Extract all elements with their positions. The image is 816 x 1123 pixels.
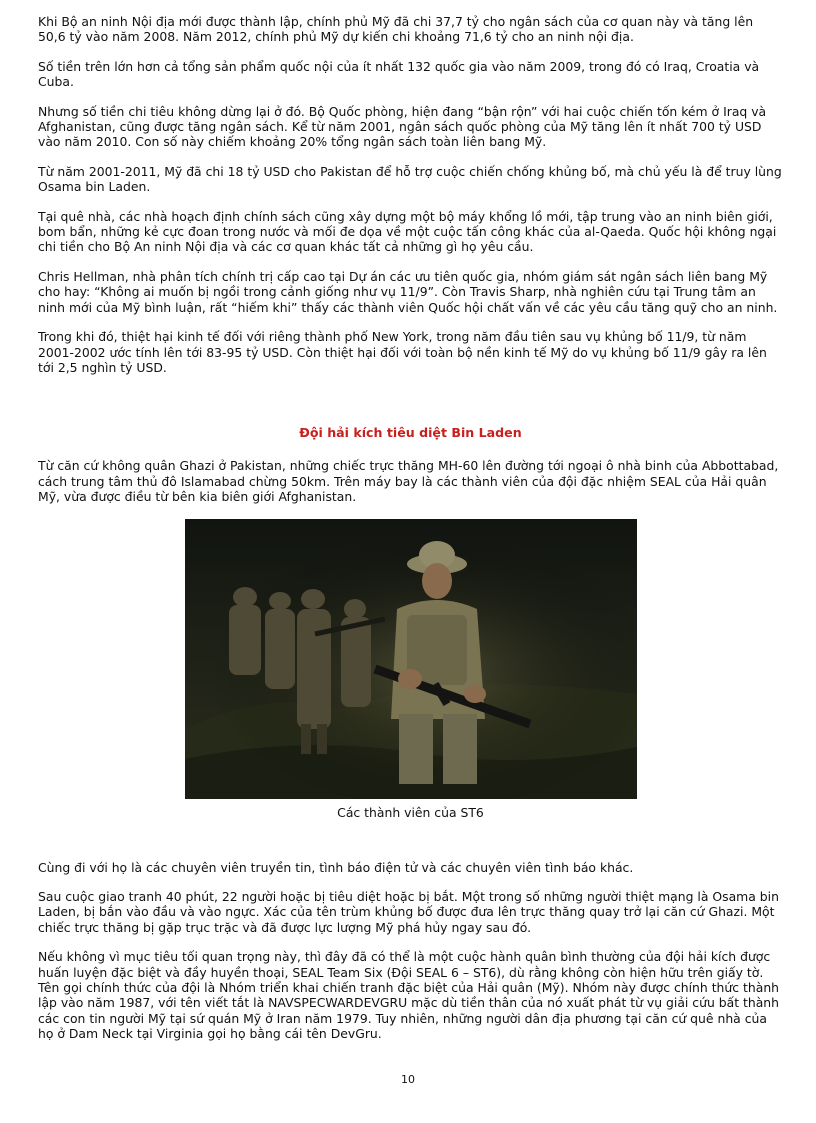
soldiers-photo <box>185 519 637 799</box>
paragraph: Chris Hellman, nhà phân tích chính trị cấp cao tại Dự án các ưu tiên quốc gia, nhóm giám sát ngân sách liên bang Mỹ cho hay: “Không ai muốn bị ngồi trong cảnh giống như vụ 11/9”. Còn Travis Sharp, nhà nghiên cứu tại Trung tâm an ninh mới của Mỹ bình luận, rất “hiếm khi” thấy các thành viên Quốc hội chất vấn về các yêu cầu tăng quỹ cho an ninh. <box>38 268 778 315</box>
paragraph: Nếu không vì mục tiêu tối quan trọng này, thì đây đã có thể là một cuộc hành quân bình thường của đội hải kích được huấn luyện đặc biệt và đầy huyền thoại, SEAL Team Six (Đội SEAL 6 – ST6), dù rằng không còn hiện hữu trên giấy tờ. Tên gọi chính thức của đội là Nhóm triển khai chiến tranh đặc biệt của Hải quân (Mỹ). Nhóm này được chính thức thành lập vào năm 1987, với tên viết tắt là NAVSPECWARDEVGRU mặc dù tiền thân của nó xuất phát từ vụ giải cứu bất thành các con tin người Mỹ tại sứ quán Mỹ ở Iran năm 1979. Tuy nhiên, những người dân địa phương tại căn cứ quê nhà của họ ở Dam Neck tại Virginia gọi họ bằng cái tên DevGru. <box>38 949 780 1042</box>
figure-caption: Các thành viên của ST6 <box>337 804 484 820</box>
page-number: 10 <box>401 1073 415 1086</box>
paragraph: Trong khi đó, thiệt hại kinh tế đối với riêng thành phố New York, trong năm đầu tiên sau vụ khủng bố 11/9, từ năm 2001-2002 ước tính lên tới 83-95 tỷ USD. Còn thiệt hại đối với toàn bộ nền kinh tế Mỹ do vụ khủng bố 11/9 gây ra lên tới 2,5 nghìn tỷ USD. <box>38 329 767 375</box>
document-page <box>38 14 783 1056</box>
figure <box>38 519 783 820</box>
paragraph: Nhưng số tiền chi tiêu không dừng lại ở đó. Bộ Quốc phòng, hiện đang “bận rộn” với hai cuộc chiến tốn kém ở Iraq và Afghanistan, cũng được tăng ngân sách. Kể từ năm 2001, ngân sách quốc phòng của Mỹ tăng lên ít nhất 700 tỷ USD vào năm 2010. Con số này chiếm khoảng 20% tổng ngân sách toàn liên bang Mỹ. <box>38 103 767 150</box>
section-heading: Đội hải kích tiêu diệt Bin Laden <box>299 425 522 441</box>
paragraph: Khi Bộ an ninh Nội địa mới được thành lập, chính phủ Mỹ đã chi 37,7 tỷ cho ngân sách của cơ quan này và tăng lên 50,6 tỷ vào năm 2008. Năm 2012, chính phủ Mỹ dự kiến chi khoảng 71,6 tỷ cho an ninh nội địa. <box>38 14 754 45</box>
paragraph: Từ năm 2001-2011, Mỹ đã chi 18 tỷ USD cho Pakistan để hỗ trợ cuộc chiến chống khủng bố, mà chủ yếu là để truy lùng Osama bin Laden. <box>38 163 782 195</box>
paragraph: Từ căn cứ không quân Ghazi ở Pakistan, những chiếc trực thăng MH-60 lên đường tới ngoại ô nhà binh của Abbottabad, cách trung tâm thủ đô Islamabad chừng 50km. Trên máy bay là các thành viên của đội đặc nhiệm SEAL của Hải quân Mỹ, vừa được điều từ bên kia biên giới Afghanistan. <box>38 458 779 505</box>
paragraph: Tại quê nhà, các nhà hoạch định chính sách cũng xây dựng một bộ máy khổng lồ mới, tập trung vào an ninh biên giới, bom bẩn, những kẻ cực đoan trong nước và mối đe dọa về một cuộc tấn công khác của al-Qaeda. Quốc hội không ngại chi tiền cho Bộ An ninh Nội địa và các cơ quan khác tất cả những gì họ yêu cầu. <box>38 208 777 255</box>
paragraph: Sau cuộc giao tranh 40 phút, 22 người hoặc bị tiêu diệt hoặc bị bắt. Một trong số những người thiệt mạng là Osama bin Laden, bị bắn vào đầu và vào ngực. Xác của tên trùm khủng bố được đưa lên trực thăng quay trở lại căn cứ Ghazi. Một chiếc trực thăng bị gặp trục trặc và đã được lực lượng Mỹ phá hủy ngay sau đó. <box>38 888 779 935</box>
paragraph: Cùng đi với họ là các chuyên viên truyền tin, tình báo điện tử và các chuyên viên tình báo khác. <box>38 859 634 875</box>
paragraph: Số tiền trên lớn hơn cả tổng sản phẩm quốc nội của ít nhất 132 quốc gia vào năm 2009, trong đó có Iraq, Croatia và Cuba. <box>38 58 760 90</box>
photo-illustration <box>185 519 637 799</box>
